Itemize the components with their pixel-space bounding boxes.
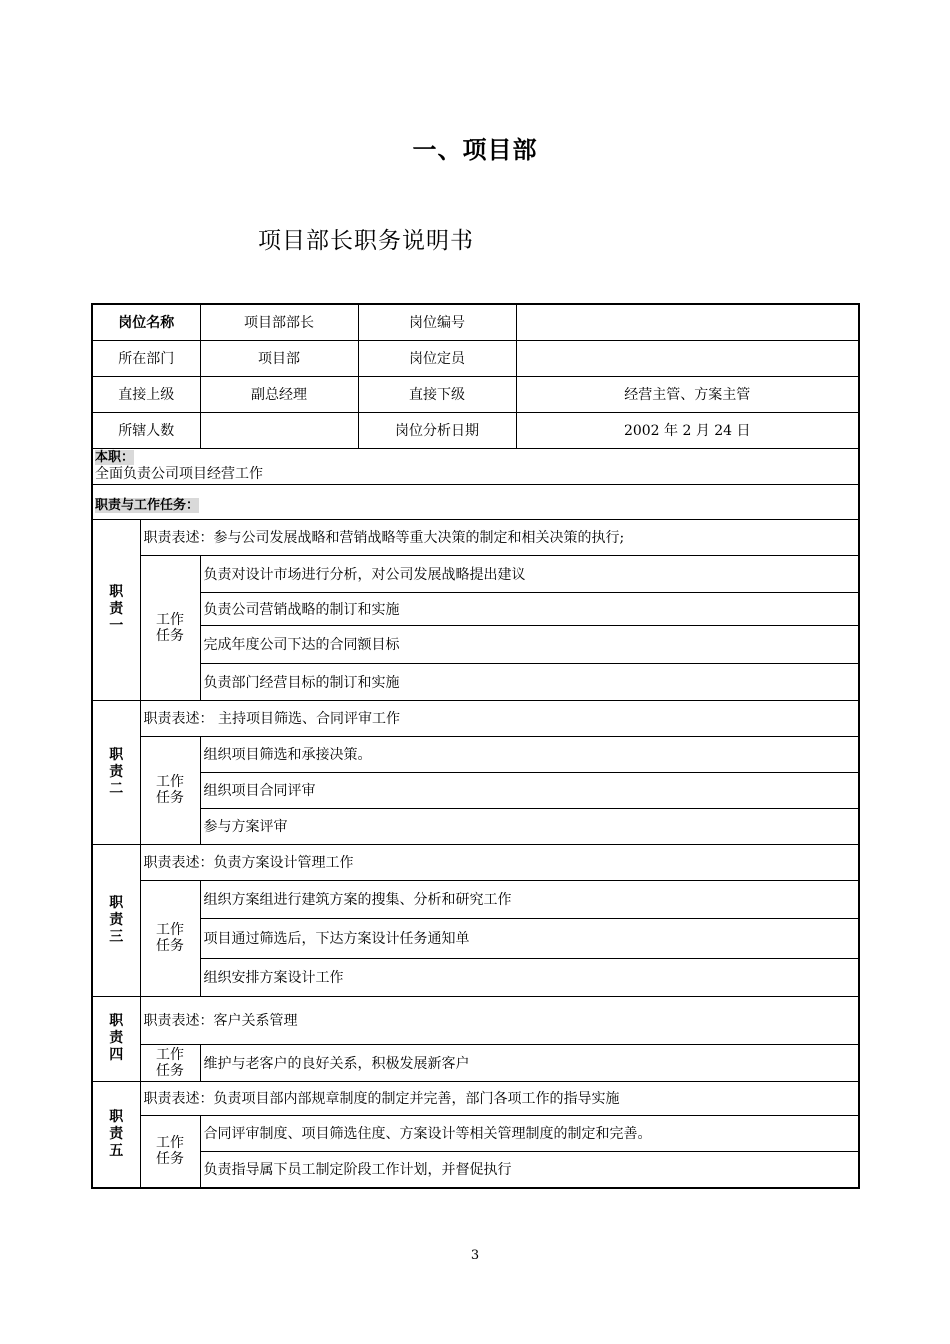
info-row-count [92,412,859,448]
value-position-name: 项目部部长 [200,304,358,340]
duty-1-task-row [92,625,859,663]
duties-header-row [92,484,859,519]
duty-2-description: 职责表述： 主持项目筛选、合同评审工作 [140,700,859,736]
value-headcount [200,412,358,448]
duty-5-description: 职责表述：负责项目部内部规章制度的制定并完善，部门各项工作的指导实施 [140,1081,859,1115]
duty-2-task-1: 组织项目筛选和承接决策。 [200,736,859,772]
duty-3-task-1: 组织方案组进行建筑方案的搜集、分析和研究工作 [200,880,859,918]
value-direct-subordinate: 经营主管、方案主管 [516,376,859,412]
duty-5-task-row [92,1151,859,1188]
duty-1-desc-row [92,519,859,555]
duty-2-task-row [92,736,859,772]
value-analysis-date: 2002 年 2 月 24 日 [516,412,859,448]
page-heading: 一、项目部 [412,136,538,164]
summary-row [92,448,859,484]
duty-3-description: 职责表述：负责方案设计管理工作 [140,844,859,880]
label-direct-superior: 直接上级 [92,376,200,412]
duty-3-label: 职 责 三 [92,844,140,996]
duties-header: 职责与工作任务： [95,497,200,513]
duty-1-task-label: 工作 任务 [140,555,200,700]
duty-4-desc-row [92,996,859,1044]
duty-3-task-3: 组织安排方案设计工作 [200,958,859,996]
duty-1-task-row [92,592,859,625]
info-row-superior [92,376,859,412]
document-title: 项目部长职务说明书 [258,228,474,254]
label-direct-subordinate: 直接下级 [358,376,516,412]
duty-3-task-row [92,880,859,918]
summary-label: 本职： [95,449,135,465]
duty-1-task-row [92,663,859,700]
duty-5-label: 职 责 五 [92,1081,140,1188]
duty-3-task-2: 项目通过筛选后，下达方案设计任务通知单 [200,918,859,958]
duty-1-task-1: 负责对设计市场进行分析，对公司发展战略提出建议 [200,555,859,592]
duty-5-task-1: 合同评审制度、项目筛选住度、方案设计等相关管理制度的制定和完善。 [200,1115,859,1151]
label-department: 所在部门 [92,340,200,376]
page-number: 3 [470,1248,480,1263]
duty-1-task-4: 负责部门经营目标的制订和实施 [200,663,859,700]
duty-2-task-row [92,772,859,808]
duty-1-task-row [92,555,859,592]
duty-3-task-row [92,958,859,996]
value-position-code [516,304,859,340]
duty-2-task-row [92,808,859,844]
duty-4-task-row [92,1044,859,1081]
label-staffing: 岗位定员 [358,340,516,376]
duty-2-task-label: 工作 任务 [140,736,200,844]
duty-5-desc-row [92,1081,859,1115]
duty-3-desc-row [92,844,859,880]
duty-3-task-row [92,918,859,958]
duty-2-label: 职 责 二 [92,700,140,844]
label-position-name: 岗位名称 [92,304,200,340]
duty-3-task-label: 工作 任务 [140,880,200,996]
duty-2-task-2: 组织项目合同评审 [200,772,859,808]
job-description-table [91,303,860,1189]
duty-5-task-label: 工作 任务 [140,1115,200,1188]
duty-1-task-3: 完成年度公司下达的合同额目标 [200,625,859,663]
value-department: 项目部 [200,340,358,376]
label-analysis-date: 岗位分析日期 [358,412,516,448]
duty-4-description: 职责表述：客户关系管理 [140,996,859,1044]
summary-text: 全面负责公司项目经营工作 [95,465,263,482]
duty-5-task-2: 负责指导属下员工制定阶段工作计划，并督促执行 [200,1151,859,1188]
duty-4-label: 职 责 四 [92,996,140,1081]
value-direct-superior: 副总经理 [200,376,358,412]
duty-1-label: 职 责 一 [92,519,140,700]
duty-4-task-1: 维护与老客户的良好关系，积极发展新客户 [200,1044,859,1081]
info-row-dept [92,340,859,376]
duty-5-task-row [92,1115,859,1151]
duty-4-task-label: 工作 任务 [140,1044,200,1081]
duty-2-task-3: 参与方案评审 [200,808,859,844]
info-row-name [92,304,859,340]
label-position-code: 岗位编号 [358,304,516,340]
value-staffing [516,340,859,376]
duty-1-task-2: 负责公司营销战略的制订和实施 [200,592,859,625]
duty-2-desc-row [92,700,859,736]
label-headcount: 所辖人数 [92,412,200,448]
duty-1-description: 职责表述：参与公司发展战略和营销战略等重大决策的制定和相关决策的执行; [140,519,859,555]
